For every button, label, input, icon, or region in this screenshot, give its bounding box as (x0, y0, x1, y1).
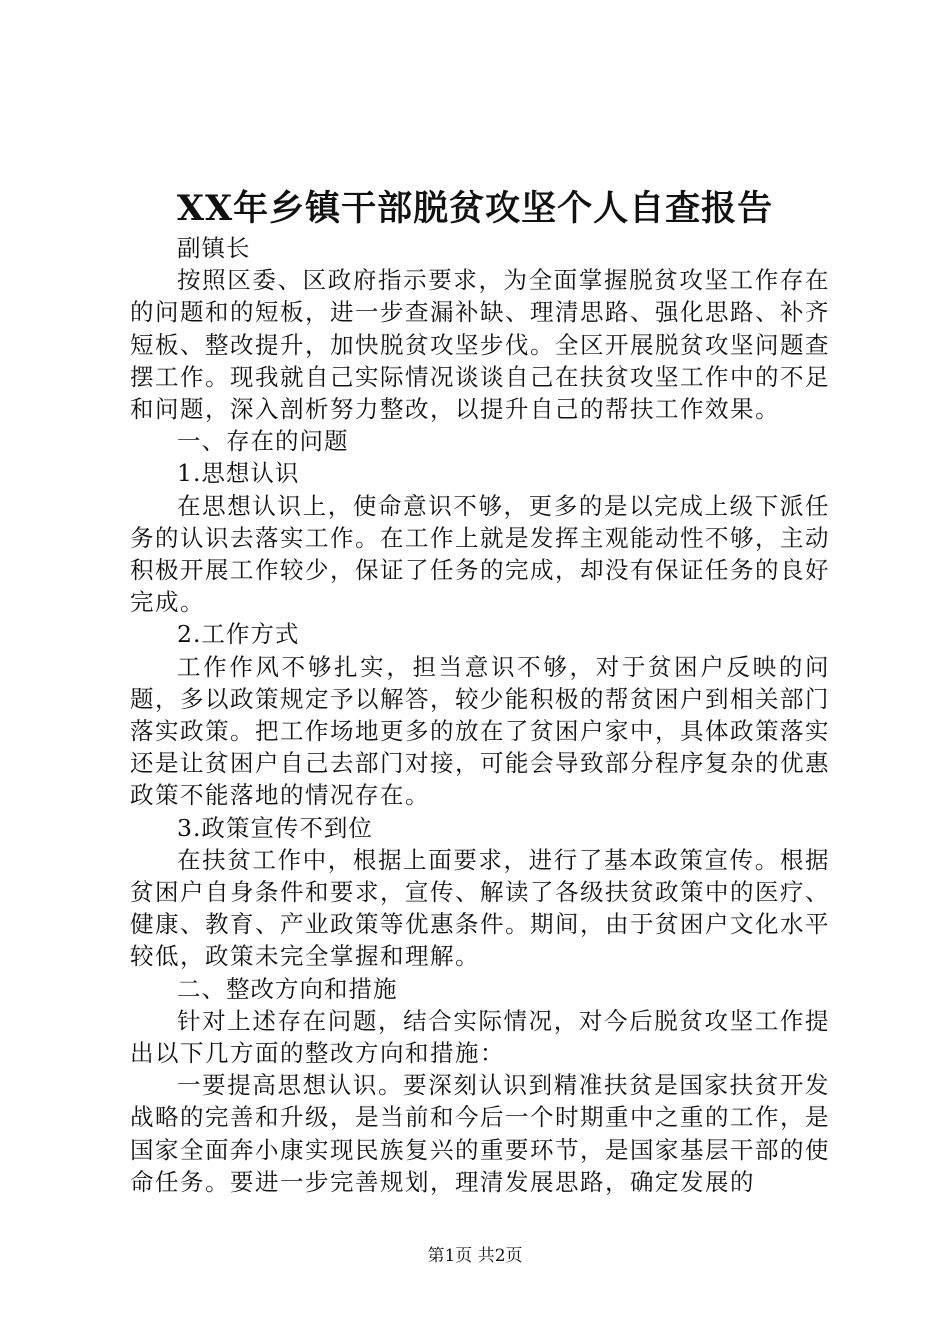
subsection-heading: 1.思想认识 (177, 459, 300, 488)
paragraph: 按照区委、区政府指示要求，为全面掌握脱贫攻坚工作存在的问题和的短板，进一步查漏补缺、理清思路、强化思路、补齐短板、整改提升，加快脱贫攻坚步伐。全区开展脱贫攻坚问题查摆工作。现我就自己实际情况谈谈自己在扶贫攻坚工作中的不足和问题，深入剖析努力整改，以提升自己的帮扶工作效果。 (130, 266, 830, 424)
document-title: XX年乡镇干部脱贫攻坚个人自查报告 (176, 188, 774, 229)
author-role: 副镇长 (177, 234, 251, 262)
paragraph: 在扶贫工作中，根据上面要求，进行了基本政策宣传。根据贫困户自身条件和要求，宣传、解读了各级扶贫政策中的医疗、健康、教育、产业政策等优惠条件。期间，由于贫困户文化水平较低，政策未完全掌握和理解。 (130, 845, 830, 971)
section-heading: 二、整改方向和措施 (177, 974, 398, 1003)
subsection-heading: 2.工作方式 (177, 620, 300, 649)
paragraph: 针对上述存在问题，结合实际情况，对今后脱贫攻坚工作提出以下几方面的整改方向和措施： (130, 1006, 830, 1068)
subsection-heading: 3.政策宣传不到位 (177, 813, 373, 842)
paragraph: 在思想认识上，使命意识不够，更多的是以完成上级下派任务的认识去落实工作。在工作上就是发挥主观能动性不够，主动积极开展工作较少，保证了任务的完成，却没有保证任务的良好完成。 (130, 491, 830, 617)
paragraph: 一要提高思想认识。要深刻认识到精准扶贫是国家扶贫开发战略的完善和升级，是当前和今后一个时期重中之重的工作，是国家全面奔小康实现民族复兴的重要环节，是国家基层干部的使命任务。要进一步完善规划，理清发展思路，确定发展的 (130, 1071, 830, 1196)
section-heading: 一、存在的问题 (177, 427, 349, 456)
page-footer: 第1页 共2页 (427, 1246, 523, 1266)
document-body (130, 232, 830, 1198)
paragraph: 工作作风不够扎实，担当意识不够，对于贫困户反映的问题，多以政策规定予以解答，较少能积极的帮贫困户到相关部门落实政策。把工作场地更多的放在了贫困户家中，具体政策落实还是让贫困户自己去部门对接，可能会导致部分程序复杂的优惠政策不能落地的情况存在。 (130, 652, 830, 810)
